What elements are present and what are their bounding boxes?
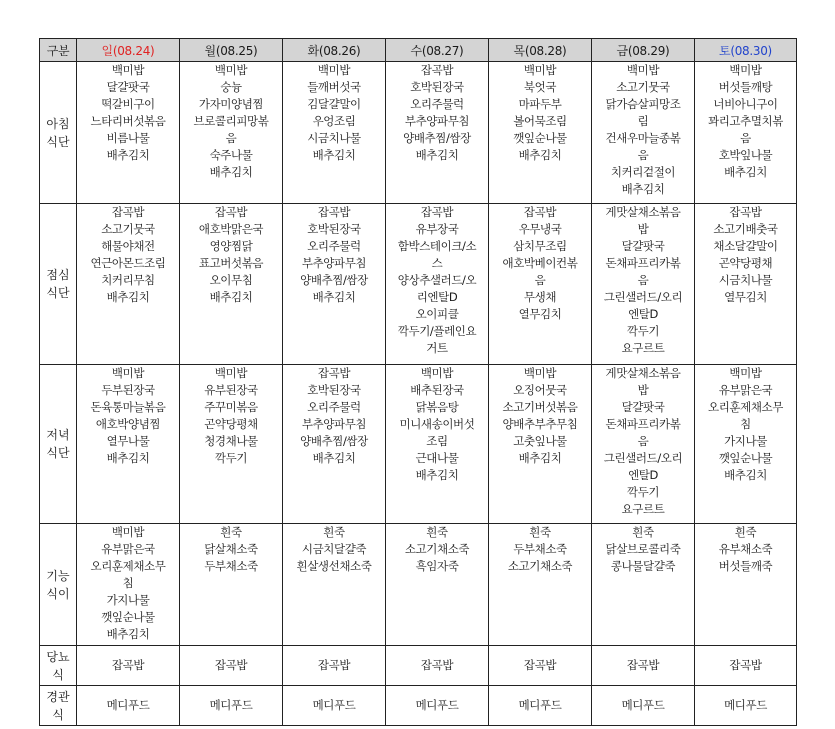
- menu-item: 부추양파무침: [301, 256, 367, 270]
- menu-item: 두부채소죽: [204, 559, 258, 573]
- menu-item: 열무김치: [518, 307, 562, 321]
- row-label-functional: [40, 524, 77, 646]
- menu-item: 치커리무침: [101, 273, 155, 287]
- menu-cell-dinner-wed: [386, 365, 489, 524]
- menu-item: 배추김치: [106, 451, 150, 465]
- menu-item: 오리훈제채소무: [708, 400, 783, 414]
- menu-item: 흰죽: [529, 525, 551, 539]
- menu-item: 영양찜닭: [209, 239, 253, 253]
- menu-item: 백미밥: [214, 63, 248, 77]
- menu-item: 고춧잎나물: [513, 434, 567, 448]
- menu-cell-functional-sun: [77, 524, 180, 646]
- menu-item: 애호박베이컨볶: [502, 256, 578, 270]
- menu-item: 치커리겉절이: [610, 165, 676, 179]
- menu-item: 백미밥: [214, 366, 248, 380]
- menu-item: 음: [225, 131, 237, 145]
- menu-item: 유부장국: [415, 222, 459, 236]
- menu-item: 꽈리고추멸치볶: [708, 114, 783, 128]
- menu-item: 잡곡밥: [214, 205, 248, 219]
- menu-item: 닭살브로콜리죽: [605, 542, 681, 556]
- menu-cell-tube-mon: [180, 686, 283, 726]
- menu-item: 메디푸드: [415, 698, 459, 712]
- menu-item: 백미밥: [729, 63, 762, 77]
- menu-item: 배추김치: [312, 290, 356, 304]
- menu-item: 깻잎순나물: [101, 610, 155, 624]
- menu-item: 백미밥: [111, 525, 145, 539]
- menu-item: 해물야채전: [101, 239, 155, 253]
- menu-item: 오징어뭇국: [513, 383, 567, 397]
- menu-item: 가지나물: [106, 593, 150, 607]
- menu-cell-lunch-sun: [77, 204, 180, 365]
- menu-cell-dinner-sat: [695, 365, 797, 524]
- row-label-line: 기능: [46, 568, 70, 583]
- menu-item: 호박된장국: [307, 383, 361, 397]
- menu-cell-tube-sun: [77, 686, 180, 726]
- menu-item: 배추김치: [415, 148, 459, 162]
- menu-item: 깻잎순나물: [513, 131, 567, 145]
- menu-cell-functional-wed: [386, 524, 489, 646]
- menu-item: 숙주나물: [209, 148, 253, 162]
- menu-item: 배추김치: [209, 165, 253, 179]
- menu-item: 백미밥: [111, 63, 145, 77]
- menu-item: 그린샐러드/오리: [603, 451, 683, 465]
- menu-cell-diabetic-sun: [77, 646, 180, 686]
- menu-item: 채소달걀말이: [713, 239, 778, 253]
- menu-item: 요구르트: [621, 502, 665, 516]
- menu-item: 잡곡밥: [626, 658, 660, 672]
- menu-item: 오리주물럭: [307, 400, 361, 414]
- menu-item: 애호박양념찜: [95, 417, 161, 431]
- menu-item: 잡곡밥: [317, 658, 351, 672]
- meal-row-breakfast: [40, 62, 797, 204]
- menu-item: 림: [637, 114, 649, 128]
- menu-item: 소고기배춧국: [713, 222, 778, 236]
- menu-cell-lunch-sat: [695, 204, 797, 365]
- menu-item: 스: [431, 256, 443, 270]
- menu-item: 돈채파프리카볶: [605, 417, 681, 431]
- menu-cell-tube-tue: [283, 686, 386, 726]
- meal-row-dinner: [40, 365, 797, 524]
- menu-cell-diabetic-wed: [386, 646, 489, 686]
- menu-cell-functional-tue: [283, 524, 386, 646]
- menu-item: 숭늉: [220, 80, 242, 94]
- menu-item: 흰죽: [426, 525, 448, 539]
- menu-item: 밥: [637, 383, 649, 397]
- menu-item: 닭볶음탕: [415, 400, 459, 414]
- menu-item: 리엔탈D: [416, 290, 458, 304]
- menu-item: 무생채: [523, 290, 557, 304]
- menu-item: 백미밥: [626, 63, 660, 77]
- menu-item: 유부채소죽: [718, 542, 773, 556]
- menu-item: 메디푸드: [518, 698, 562, 712]
- menu-item: 가지나물: [724, 434, 767, 448]
- row-label-line: 당뇨: [46, 649, 70, 664]
- menu-item: 시금치나물: [307, 131, 361, 145]
- menu-item: 달걀팟국: [621, 400, 665, 414]
- row-label-lunch: [40, 204, 77, 365]
- day-header-wed: 수(08.27): [386, 39, 489, 62]
- menu-item: 잡곡밥: [523, 205, 557, 219]
- row-label-breakfast: [40, 62, 77, 204]
- menu-item: 엔탈D: [628, 307, 658, 321]
- menu-item: 잡곡밥: [729, 658, 762, 672]
- menu-cell-diabetic-mon: [180, 646, 283, 686]
- menu-item: 배추김치: [724, 468, 767, 482]
- menu-item: 볼어묵조림: [513, 114, 567, 128]
- menu-cell-diabetic-tue: [283, 646, 386, 686]
- menu-item: 흰죽: [632, 525, 654, 539]
- menu-item: 잡곡밥: [729, 205, 762, 219]
- meal-row-tube: [40, 686, 797, 726]
- menu-item: 두부된장국: [101, 383, 155, 397]
- menu-item: 가자미양념찜: [198, 97, 264, 111]
- menu-item: 두부채소죽: [513, 542, 567, 556]
- menu-item: 열무김치: [724, 290, 767, 304]
- day-header-sun: 일(08.24): [77, 39, 180, 62]
- menu-item: 부추양파무침: [404, 114, 470, 128]
- menu-item: 침: [740, 417, 751, 431]
- menu-item: 잡곡밥: [317, 205, 351, 219]
- meal-row-diabetic: [40, 646, 797, 686]
- day-header-sat: 토(08.30): [695, 39, 797, 62]
- menu-item: 양상추샐러드/오: [397, 273, 477, 287]
- menu-item: 백미밥: [523, 366, 557, 380]
- menu-item: 배추김치: [106, 148, 150, 162]
- menu-item: 메디푸드: [724, 698, 767, 712]
- menu-item: 음: [534, 273, 546, 287]
- menu-item: 곤약당평채: [204, 417, 258, 431]
- row-label-line: 아침: [46, 116, 70, 131]
- menu-item: 호박된장국: [307, 222, 361, 236]
- menu-item: 그린샐러드/오리: [603, 290, 683, 304]
- menu-item: 마파두부: [518, 97, 562, 111]
- menu-item: 부추양파무침: [301, 417, 367, 431]
- menu-item: 콩나물달걀죽: [610, 559, 676, 573]
- menu-item: 달걀팟국: [106, 80, 150, 94]
- menu-item: 소고기뭇국: [101, 222, 155, 236]
- row-label-tube: [40, 686, 77, 726]
- day-header-thu: 목(08.28): [489, 39, 592, 62]
- menu-item: 오리주물럭: [307, 239, 361, 253]
- menu-cell-tube-sat: [695, 686, 797, 726]
- menu-item: 연근아몬드조림: [90, 256, 166, 270]
- menu-item: 버섯들깨탕: [718, 80, 773, 94]
- menu-item: 미니새송이버섯: [399, 417, 475, 431]
- menu-item: 배추김치: [312, 148, 356, 162]
- menu-cell-breakfast-mon: [180, 62, 283, 204]
- menu-cell-breakfast-fri: [592, 62, 695, 204]
- menu-item: 양배추찜/쌈장: [300, 434, 368, 448]
- menu-item: 잡곡밥: [111, 658, 145, 672]
- menu-item: 브로콜리피망볶: [193, 114, 269, 128]
- menu-item: 잡곡밥: [420, 658, 454, 672]
- menu-item: 잡곡밥: [317, 366, 351, 380]
- menu-item: 배추김치: [621, 182, 665, 196]
- row-label-line: 식이: [46, 586, 70, 601]
- menu-item: 오이무침: [209, 273, 253, 287]
- menu-cell-tube-wed: [386, 686, 489, 726]
- menu-item: 백미밥: [111, 366, 145, 380]
- menu-item: 함박스테이크/소: [397, 239, 477, 253]
- menu-item: 애호박맑은국: [198, 222, 264, 236]
- menu-item: 유부맑은국: [718, 383, 773, 397]
- menu-item: 호박잎나물: [718, 148, 773, 162]
- meal-row-functional: [40, 524, 797, 646]
- row-label-diabetic: [40, 646, 77, 686]
- row-label-line: 식단: [46, 286, 70, 300]
- menu-item: 오이피클: [415, 307, 459, 321]
- menu-cell-functional-fri: [592, 524, 695, 646]
- menu-item: 백미밥: [317, 63, 351, 77]
- menu-cell-lunch-tue: [283, 204, 386, 365]
- row-label-line: 저녁: [46, 428, 70, 442]
- menu-item: 표고버섯볶음: [198, 256, 264, 270]
- menu-cell-dinner-fri: [592, 365, 695, 524]
- menu-item: 잡곡밥: [214, 658, 248, 672]
- menu-item: 시금치달걀죽: [301, 542, 367, 556]
- menu-cell-diabetic-thu: [489, 646, 592, 686]
- menu-cell-dinner-tue: [283, 365, 386, 524]
- menu-item: 깍두기: [214, 451, 248, 465]
- menu-item: 조림: [426, 434, 448, 448]
- menu-cell-functional-sat: [695, 524, 797, 646]
- menu-item: 흰죽: [323, 525, 345, 539]
- menu-item: 침: [122, 576, 134, 590]
- menu-item: 배추김치: [209, 290, 253, 304]
- menu-cell-lunch-fri: [592, 204, 695, 365]
- header-row: [40, 39, 797, 62]
- menu-cell-lunch-mon: [180, 204, 283, 365]
- menu-item: 오리훈제채소무: [90, 559, 166, 573]
- menu-cell-diabetic-fri: [592, 646, 695, 686]
- menu-item: 소고기뭇국: [616, 80, 670, 94]
- menu-item: 음: [740, 131, 751, 145]
- menu-item: 배추김치: [518, 148, 562, 162]
- menu-cell-lunch-thu: [489, 204, 592, 365]
- weekly-meal-table: [39, 38, 797, 726]
- menu-item: 들깨버섯국: [307, 80, 361, 94]
- menu-item: 호박된장국: [410, 80, 464, 94]
- menu-item: 돈채파프리카볶: [605, 256, 681, 270]
- row-label-line: 식단: [46, 446, 70, 460]
- row-label-dinner: [40, 365, 77, 524]
- menu-item: 잡곡밥: [420, 63, 454, 77]
- row-label-line: 식: [52, 707, 64, 722]
- menu-item: 백미밥: [523, 63, 557, 77]
- menu-item: 양배추찜/쌈장: [300, 273, 368, 287]
- menu-item: 유부맑은국: [101, 542, 155, 556]
- menu-cell-dinner-mon: [180, 365, 283, 524]
- menu-cell-tube-thu: [489, 686, 592, 726]
- menu-item: 소고기채소죽: [507, 559, 573, 573]
- menu-item: 요구르트: [621, 341, 665, 355]
- menu-item: 엔탈D: [628, 468, 658, 482]
- menu-cell-breakfast-thu: [489, 62, 592, 204]
- menu-item: 주꾸미볶음: [204, 400, 258, 414]
- menu-item: 잡곡밥: [420, 205, 454, 219]
- menu-item: 잡곡밥: [523, 658, 557, 672]
- menu-item: 오리주물럭: [410, 97, 464, 111]
- menu-cell-lunch-wed: [386, 204, 489, 365]
- menu-item: 시금치나물: [718, 273, 773, 287]
- menu-item: 밥: [637, 222, 649, 236]
- row-label-line: 경관: [46, 689, 70, 704]
- menu-item: 메디푸드: [621, 698, 665, 712]
- menu-item: 백미밥: [729, 366, 762, 380]
- menu-item: 흑임자죽: [415, 559, 459, 573]
- menu-item: 거트: [426, 341, 448, 355]
- menu-item: 달걀팟국: [621, 239, 665, 253]
- menu-item: 곤약당평채: [718, 256, 773, 270]
- menu-item: 음: [637, 273, 649, 287]
- menu-item: 배추김치: [312, 451, 356, 465]
- menu-item: 돈육통마늘볶음: [90, 400, 166, 414]
- menu-item: 메디푸드: [312, 698, 356, 712]
- menu-cell-breakfast-wed: [386, 62, 489, 204]
- menu-item: 삼치무조림: [513, 239, 567, 253]
- menu-cell-breakfast-tue: [283, 62, 386, 204]
- day-header-mon: 월(08.25): [180, 39, 283, 62]
- menu-item: 비름나물: [106, 131, 150, 145]
- menu-item: 게맛살채소볶음: [605, 366, 681, 380]
- menu-item: 메디푸드: [209, 698, 253, 712]
- menu-item: 열무나물: [106, 434, 150, 448]
- menu-item: 북엇국: [523, 80, 557, 94]
- menu-item: 깍두기: [626, 324, 660, 338]
- menu-item: 떡갈비구이: [101, 97, 155, 111]
- menu-cell-breakfast-sat: [695, 62, 797, 204]
- row-label-line: 식: [52, 667, 64, 682]
- corner-label: 구분: [40, 39, 77, 62]
- menu-item: 느타리버섯볶음: [90, 114, 166, 128]
- menu-item: 닭살채소죽: [204, 542, 258, 556]
- menu-item: 깻잎순나물: [718, 451, 773, 465]
- menu-item: 흰살생선채소죽: [296, 559, 372, 573]
- menu-item: 백미밥: [420, 366, 454, 380]
- menu-cell-dinner-thu: [489, 365, 592, 524]
- menu-item: 소고기버섯볶음: [502, 400, 578, 414]
- row-label-line: 식단: [46, 134, 70, 149]
- menu-item: 버섯들깨죽: [718, 559, 773, 573]
- menu-cell-breakfast-sun: [77, 62, 180, 204]
- menu-item: 근대나물: [415, 451, 459, 465]
- menu-cell-functional-thu: [489, 524, 592, 646]
- menu-item: 음: [637, 148, 649, 162]
- menu-item: 배추김치: [415, 468, 459, 482]
- menu-item: 건새우마늘종볶: [605, 131, 681, 145]
- menu-item: 게맛살채소볶음: [605, 205, 681, 219]
- menu-item: 닭가슴살피망조: [605, 97, 681, 111]
- menu-item: 양배추찜/쌈장: [403, 131, 471, 145]
- menu-item: 청경채나물: [204, 434, 258, 448]
- menu-item: 메디푸드: [106, 698, 150, 712]
- menu-item: 유부된장국: [204, 383, 258, 397]
- menu-cell-functional-mon: [180, 524, 283, 646]
- row-label-line: 점심: [46, 268, 70, 282]
- menu-cell-dinner-sun: [77, 365, 180, 524]
- menu-item: 깍두기: [626, 485, 660, 499]
- menu-item: 음: [637, 434, 649, 448]
- day-header-tue: 화(08.26): [283, 39, 386, 62]
- meal-row-lunch: [40, 204, 797, 365]
- menu-item: 양배추부추무침: [502, 417, 578, 431]
- menu-item: 잡곡밥: [111, 205, 145, 219]
- menu-item: 배추김치: [724, 165, 767, 179]
- menu-item: 배추된장국: [410, 383, 464, 397]
- menu-item: 깍두기/플레인요: [397, 324, 477, 338]
- menu-item: 너비아니구이: [713, 97, 778, 111]
- menu-item: 김달걀말이: [307, 97, 361, 111]
- menu-item: 흰죽: [220, 525, 242, 539]
- menu-item: 흰죽: [734, 525, 757, 539]
- menu-item: 배추김치: [106, 290, 150, 304]
- day-header-fri: 금(08.29): [592, 39, 695, 62]
- menu-cell-tube-fri: [592, 686, 695, 726]
- menu-item: 우무냉국: [518, 222, 562, 236]
- menu-item: 배추김치: [518, 451, 562, 465]
- menu-item: 소고기채소죽: [404, 542, 470, 556]
- menu-item: 우엉조림: [312, 114, 356, 128]
- menu-cell-diabetic-sat: [695, 646, 797, 686]
- menu-item: 배추김치: [106, 627, 150, 641]
